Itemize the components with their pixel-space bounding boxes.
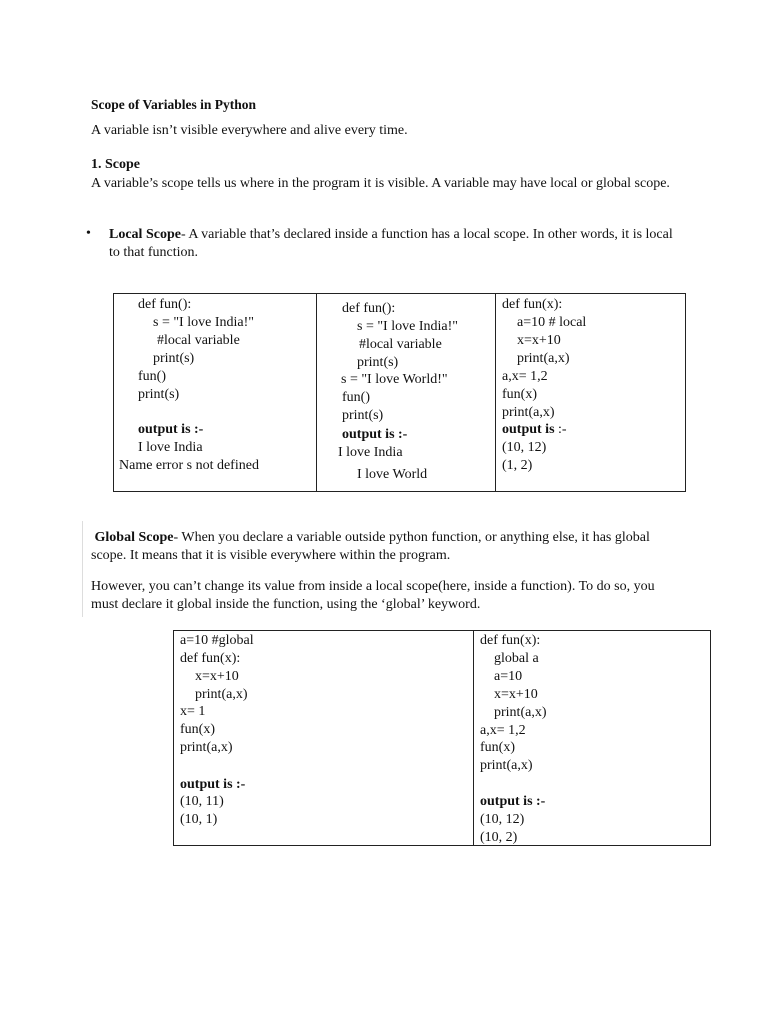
output-line: (10, 12) <box>480 812 525 827</box>
output-line: I love World <box>357 467 428 482</box>
code-line: print(s) <box>342 408 384 423</box>
code-line: global a <box>494 651 539 666</box>
output-label-suffix: :- <box>558 422 567 437</box>
output-line: (10, 12) <box>502 440 547 455</box>
code-line: print(a,x) <box>180 740 233 755</box>
code-line: #local variable <box>359 337 442 352</box>
output-line: (10, 1) <box>180 812 218 827</box>
code-line: print(a,x) <box>502 405 555 420</box>
output-line: I love India <box>338 445 403 460</box>
output-line: Name error s not defined <box>119 458 259 473</box>
local-scope-table <box>113 293 686 492</box>
table-cell <box>474 631 711 846</box>
code-line: def fun(x): <box>180 651 241 666</box>
code-line: print(s) <box>357 355 399 370</box>
output-label-bold: output is <box>502 422 555 437</box>
code-line: fun(x) <box>180 722 215 737</box>
table-cell <box>496 294 686 492</box>
table-cell <box>317 294 496 492</box>
code-line: fun() <box>138 369 166 384</box>
code-line: s = "I love India!" <box>357 319 458 334</box>
code-line: def fun(x): <box>480 633 541 648</box>
output-line: (1, 2) <box>502 458 533 473</box>
code-line: def fun(): <box>342 301 396 316</box>
code-line: print(s) <box>138 387 180 402</box>
code-line: fun(x) <box>480 740 515 755</box>
local-scope-text: - A variable that’s declared inside a function has a local scope. In other words, it is local to that function. <box>109 227 673 260</box>
code-line: a=10 # local <box>517 315 587 330</box>
code-line: s = "I love India!" <box>153 315 254 330</box>
output-label: output is :- <box>138 422 204 437</box>
bullet-icon: • <box>86 226 91 241</box>
divider <box>82 521 83 617</box>
global-scope-paragraph <box>91 529 671 565</box>
code-line: x=x+10 <box>494 687 538 702</box>
output-label: output is :- <box>180 777 246 792</box>
local-scope-paragraph <box>109 226 679 262</box>
code-line: print(a,x) <box>195 687 248 702</box>
global-scope-text: - When you declare a variable outside python function, or anything else, it has global scope. It means that it is visible everywhere within the program. <box>91 530 650 563</box>
table-cell <box>114 294 317 492</box>
code-line: def fun(x): <box>502 297 563 312</box>
output-line: (10, 2) <box>480 830 518 845</box>
intro-text: A variable isn’t visible everywhere and alive every time. <box>91 123 408 138</box>
code-line: print(a,x) <box>480 758 533 773</box>
output-label <box>502 421 567 439</box>
output-label: output is :- <box>342 427 408 442</box>
output-line: I love India <box>138 440 203 455</box>
output-line: (10, 11) <box>180 794 224 809</box>
code-line: def fun(): <box>138 297 192 312</box>
scope-paragraph: A variable’s scope tells us where in the program it is visible. A variable may have local or global scope. <box>91 176 670 191</box>
code-line: fun() <box>342 390 370 405</box>
code-line: x= 1 <box>180 704 206 719</box>
page-title: Scope of Variables in Python <box>91 97 257 112</box>
table-cell <box>174 631 474 846</box>
code-line: #local variable <box>157 333 240 348</box>
output-label: output is :- <box>480 794 546 809</box>
global-scope-term: Global Scope <box>94 530 174 545</box>
local-scope-term: Local Scope <box>109 227 181 242</box>
code-line: fun(x) <box>502 387 537 402</box>
code-line: s = "I love World!" <box>341 372 448 387</box>
code-line: a=10 <box>494 669 523 684</box>
section-heading-scope: 1. Scope <box>91 157 140 172</box>
code-line: print(s) <box>153 351 195 366</box>
code-line: a=10 #global <box>180 633 254 648</box>
code-line: print(a,x) <box>517 351 570 366</box>
code-line: print(a,x) <box>494 705 547 720</box>
code-line: a,x= 1,2 <box>502 369 548 384</box>
code-line: x=x+10 <box>517 333 561 348</box>
global-keyword-paragraph: However, you can’t change its value from inside a local scope(here, inside a function). To do so, you must declare it global inside the function, using the ‘global’ keyword. <box>91 579 655 612</box>
code-line: x=x+10 <box>195 669 239 684</box>
code-line: a,x= 1,2 <box>480 723 526 738</box>
global-scope-table <box>173 630 711 846</box>
